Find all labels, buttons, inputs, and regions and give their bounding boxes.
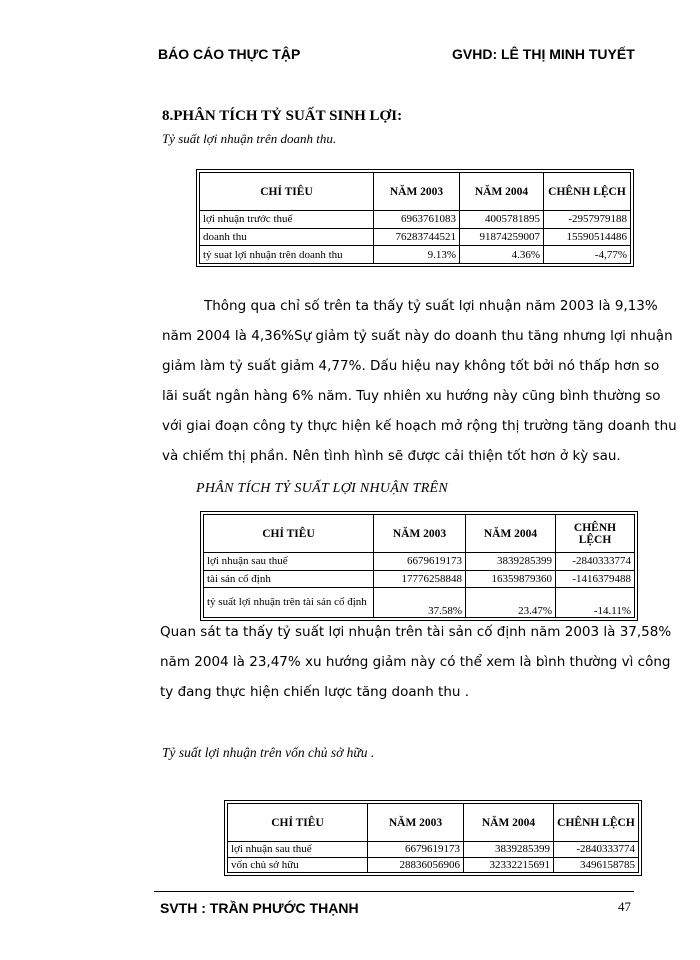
section-title: 8.PHÂN TÍCH TỶ SUẤT SINH LỢI: [162,108,403,124]
th-2004: NĂM 2004 [466,515,556,553]
th-difference: CHÊNH LỆCH [544,173,631,211]
subtitle-fixed-assets: PHÂN TÍCH TỶ SUẤT LỢI NHUẬN TRÊN [196,481,449,496]
th-criteria: CHỈ TIÊU [200,173,374,211]
table-row: doanh thu 76283744521 91874259007 15590514486 [200,228,631,246]
paragraph-revenue-analysis: Thông qua chỉ số trên ta thấy tỷ suất lợi nhuận năm 2003 là 9,13% năm 2004 là 4,36%Sự giảm tỷ suất này do doanh thu tăng nhưng lợi nhuận giảm làm tỷ suất giảm 4,77%. Dấu hiệu nay không tốt bởi nó thấp hơn so lãi suất ngân hàng 6% năm. Tuy nhiên xu hướng này cũng bình thường so với giai đoạn công ty thực hiện kế hoạch mở rộng thị trường tăng doanh thu và chiếm thị phần. Nên tình hình sẽ được cải thiện tốt hơn ở kỳ sau. [162,298,677,464]
header-left: BÁO CÁO THỰC TẬP [158,46,301,62]
th-2004: NĂM 2004 [460,173,544,211]
table-row: lợi nhuận trước thuế 6963761083 4005781895 -2957979188 [200,211,631,229]
table-row: lợi nhuận sau thuế 6679619173 3839285399 -2840333774 [204,553,635,571]
header-right: GVHD: LÊ THỊ MINH TUYẾT [452,46,635,62]
th-2003: NĂM 2003 [368,804,464,842]
th-criteria: CHỈ TIÊU [204,515,374,553]
th-difference: CHÊNH LỆCH [554,804,639,842]
paragraph-fixed-assets-analysis: Quan sát ta thấy tỷ suất lợi nhuận trên tài sản cố định năm 2003 là 37,58% năm 2004 là 23,47% xu hướng giảm này có thể xem là bình thường vì công ty đang thực hiện chiến lược tăng doanh thu . [160,624,672,700]
table-row: tài sản cố định 17776258848 16359879360 -1416379488 [204,570,635,588]
table-profit-equity [224,800,642,876]
th-2004: NĂM 2004 [464,804,554,842]
page-number: 47 [618,899,631,914]
th-difference: CHÊNH LỆCH [556,515,635,553]
table-profit-fixed-assets [200,511,638,621]
table-row: lợi nhuận sau thuế 6679619173 3839285399 -2840333774 [228,842,639,858]
table-row: tỷ suat lợi nhuận trên doanh thu 9.13% 4.36% -4,77% [200,246,631,264]
th-criteria: CHỈ TIÊU [228,804,368,842]
table-row: tỷ suất lợi nhuận trên tài sản cố định 37.58% 23.47% -14.11% [204,588,635,618]
th-2003: NĂM 2003 [374,173,460,211]
footer-author: SVTH : TRẦN PHƯỚC THẠNH [160,900,359,916]
footer-divider [154,891,634,892]
subtitle-revenue: Tỷ suất lợi nhuận trên doanh thu. [162,131,337,146]
th-2003: NĂM 2003 [374,515,466,553]
table-profit-revenue [196,169,634,267]
subtitle-equity: Tỷ suất lợi nhuận trên vốn chủ sở hữu . [162,745,375,760]
table-row: vốn chủ sở hữu 28836056906 32332215691 3496158785 [228,857,639,873]
